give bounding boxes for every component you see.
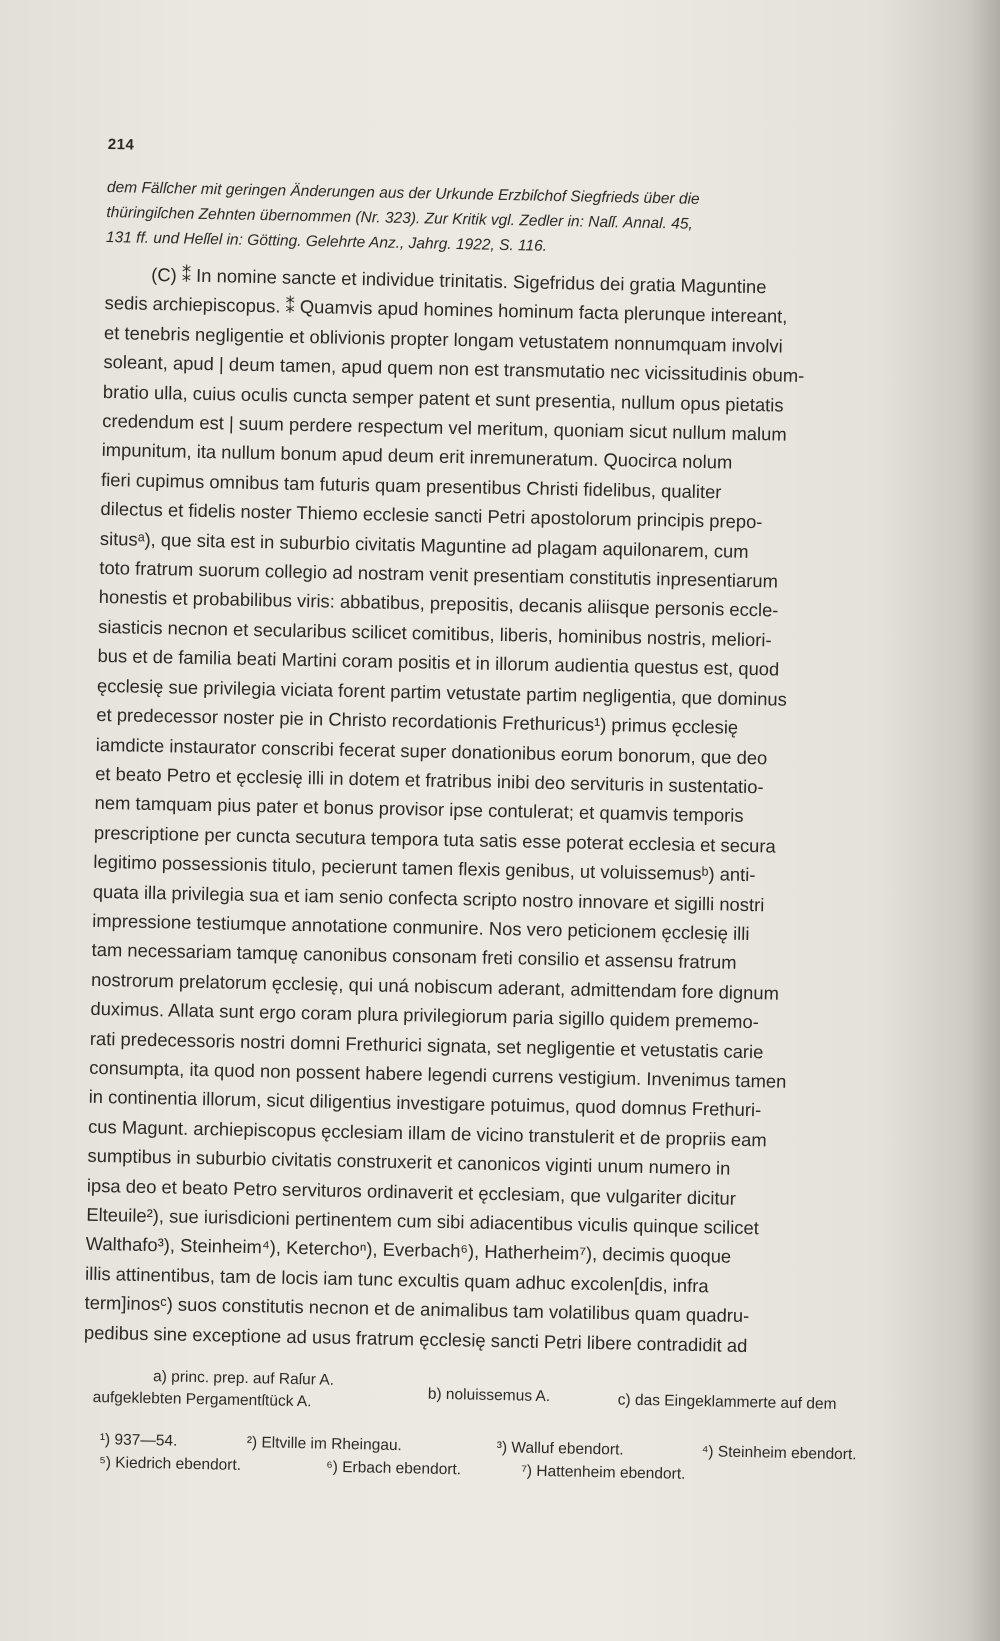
footnote-5: ⁵) Kiedrich ebendort. xyxy=(99,1454,242,1474)
footnote-a-line2: aufgeklebten Pergamentſtück A. xyxy=(92,1388,312,1411)
body-line: et beato Petro et ęcclesię illi in dotem et fratribus inibi deo servituris in sustentatio- xyxy=(94,762,764,798)
body-line: in continentia illorum, sicut diligentius investigare potuimus, quod domnus Frethuri- xyxy=(88,1086,762,1121)
body-line: pedibus sine exceptione ad usus fratrum ęcclesię sancti Petri libere contradidit ad xyxy=(83,1321,748,1356)
body-line: sedis archiepiscopus. ⁑ Quamvis apud homines hominum facta plerunque intereant, xyxy=(104,292,788,328)
body-line: rati predecessoris nostri domni Frethurici signata, set negligentie et vetustatis carie xyxy=(89,1027,764,1062)
body-line: et predecessor noster pie in Christo recordationis Frethuricus¹) primus ęcclesię xyxy=(96,703,739,738)
body-line: et tenebris negligentie et oblivionis propter longam vetustatem nonnumquam involvi xyxy=(103,321,783,357)
body-line: consumpta, ita quod non possent habere legendi currens vestigium. Invenimus tamen xyxy=(89,1056,787,1092)
body-line: nem tamquam pius pater et bonus provisor ipse contulerat; et quamvis temporis xyxy=(94,792,744,827)
charter-text xyxy=(84,259,956,1364)
footnote-1: ¹) 937—54. xyxy=(99,1431,178,1450)
body-line: ipsa deo et beato Petro servituros ordinaverit et ęcclesiam, que vulgariter dicitur xyxy=(86,1174,737,1209)
body-line: nostrorum prelatorum ęcclesię, qui uná nobiscum aderant, admittendam fore dignum xyxy=(90,968,780,1004)
body-line: toto fratrum suorum collegio ad nostram venit presentiam constitutis inpresentiarum xyxy=(99,556,779,592)
body-line: Elteuile²), sue iurisdicioni pertinentem cum sibi adiacentibus viculis quinque scilicet xyxy=(86,1203,760,1239)
body-line: illis attinentibus, tam de locis iam tunc excultis quam adhuc excolen[dis, infra xyxy=(84,1262,709,1297)
body-line: duximus. Allata sunt ergo coram plura privilegiorum paria sigillo quidem prememo- xyxy=(90,997,760,1033)
text-block xyxy=(81,136,958,1494)
page-gutter-shadow xyxy=(970,0,1000,1641)
body-line: Walthafo³), Steinheim⁴), Keterchoⁿ), Everbach⁶), Hatherheim⁷), decimis quoque xyxy=(85,1233,732,1268)
body-line: tam necessariam tamquę canonibus consonam freti consilio et assensu fratrum xyxy=(91,939,737,974)
body-line: prescriptione per cuncta secutura tempora tuta satis esse poterat ecclesia et secura xyxy=(93,821,776,857)
footnote-b: b) noluissemus A. xyxy=(427,1385,551,1406)
body-line: fieri cupimus omnibus tam futuris quam presentibus Christi fidelibus, qualiter xyxy=(100,468,722,503)
footnote-7: ⁷) Hattenheim ebendort. xyxy=(521,1462,686,1483)
body-line: siasticis necnon et secularibus scilicet comitibus, liberis, hominibus nostris, meliori- xyxy=(97,615,772,651)
body-line: impunitum, ita nullum bonum apud deum erit inremuneratum. Quocirca nolum xyxy=(101,439,733,474)
body-line: quata illa privilegia sua et iam senio confecta scripto nostro innovare et sigilli nostri xyxy=(92,880,765,915)
body-line: ęcclesię sue privilegia viciata forent partim vetustate partim negligentia, que dominus xyxy=(96,674,788,710)
body-line: impressione testiumque annotatione conmunire. Nos vero peticionem ęcclesię illi xyxy=(92,909,750,944)
body-line: (C) ⁑ In nomine sancte et individue trinitatis. Sigefridus dei gratia Maguntine xyxy=(151,263,767,298)
body-line: soleant, apud | deum tamen, apud quem non est transmutatio nec vicissitudinis obum- xyxy=(103,351,805,387)
footnote-2: ²) Eltville im Rheingau. xyxy=(246,1434,403,1455)
intro-paragraph xyxy=(106,175,957,267)
body-line: honestis et probabilibus viris: abbatibus, prepositis, decanis aliisque personis eccle- xyxy=(98,586,779,622)
footnote-a-line1: a) princ. prep. auf Raſur A. xyxy=(152,1368,335,1389)
number-footnotes xyxy=(81,1429,932,1494)
body-line: legitimo possessionis titulo, pecierunt tamen flexis genibus, ut voluissemusᵇ) anti- xyxy=(93,850,756,886)
body-line: bratio ulla, cuius oculis cuncta semper patent et sunt presentia, nullum opus pietatis xyxy=(102,380,784,416)
body-line: sumptibus in suburbio civitatis construxerit et canonicos viginti unum numero in xyxy=(87,1144,731,1179)
body-line: iamdicte instaurator conscribi fecerat super donationibus eorum bonorum, que deo xyxy=(95,733,768,768)
intro-line: 131 ff. und Heſſel in: Götting. Gelehrte Anz., Jahrg. 1922, S. 116. xyxy=(105,228,548,255)
body-line: dilectus et fidelis noster Thiemo ecclesie sancti Petri apostolorum principis prepo- xyxy=(100,498,763,533)
page-number: 214 xyxy=(107,136,135,154)
body-line: term]inosᶜ) suos constitutis necnon et de animalibus tam volatilibus quam quadru- xyxy=(84,1291,750,1327)
letter-footnotes xyxy=(82,1365,933,1430)
footnote-6: ⁶) Erbach ebendort. xyxy=(326,1458,462,1479)
footnote-c: c) das Eingeklammerte auf dem xyxy=(617,1391,837,1413)
intro-line: thüringiſchen Zehnten übernommen (Nr. 323). Zur Kritik vgl. Zedler in: Naſſ. Annal. 45, xyxy=(106,203,693,233)
footnote-3: ³) Walluf ebendort. xyxy=(496,1439,624,1459)
footnote-4: ⁴) Steinheim ebendort. xyxy=(701,1443,857,1464)
body-line: cus Magunt. archiepiscopus ęcclesiam illam de vicino transtulerit et de propriis eam xyxy=(87,1115,767,1151)
body-line: credendum est | suum perdere respectum vel meritum, quoniam sicut nullum malum xyxy=(102,409,787,445)
body-line: situsᵃ), que sita est in suburbio civitatis Maguntine ad plagam aquilonarem, cum xyxy=(99,527,749,562)
intro-line: dem Fälſcher mit geringen Änderungen aus der Urkunde Erzbiſchof Siegfrieds über die xyxy=(106,178,700,208)
body-line: bus et de familia beati Martini coram positis et in illorum audientia questus est, quod xyxy=(97,645,780,680)
